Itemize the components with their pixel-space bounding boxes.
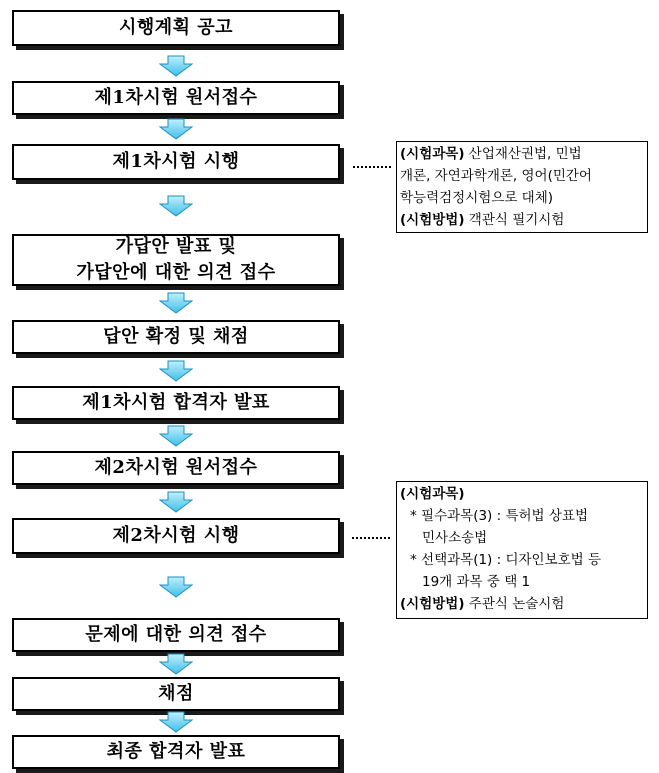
- down-arrow-icon: [159, 425, 193, 447]
- down-arrow-icon: [159, 711, 193, 733]
- first-exam-note: [396, 141, 648, 233]
- note-text: 개론, 자연과학개론, 영어(민간어: [400, 168, 592, 184]
- dotted-connector: [353, 166, 391, 168]
- note-text: 주관식 논술시험: [464, 596, 565, 612]
- step-final-results: [12, 735, 340, 769]
- note-text: * 선택과목(1) : 디자인보호법 등: [410, 552, 602, 568]
- note-text: 산업재산권법, 민법: [464, 146, 582, 162]
- note-text: * 필수과목(3) : 특허법 상표법: [410, 508, 588, 524]
- second-exam-note: [396, 481, 648, 619]
- step-first-exam-results: [12, 386, 340, 420]
- step-label: 문제에 대한 의견 접수: [85, 624, 267, 645]
- down-arrow-icon: [159, 360, 193, 382]
- step-second-exam-application: [12, 451, 340, 485]
- down-arrow-icon: [159, 653, 193, 675]
- down-arrow-icon: [159, 491, 193, 513]
- note-text: 학능력검정시험으로 대체): [400, 190, 554, 206]
- note-label: (시험과목): [400, 146, 465, 162]
- dotted-connector: [352, 537, 390, 539]
- step-label: 답안 확정 및 채점: [103, 326, 249, 347]
- step-label: 제2차시험 시행: [112, 525, 240, 546]
- step-answer-confirm-grading: [12, 320, 340, 354]
- step-label-line2: 가답안에 대한 의견 접수: [76, 262, 276, 283]
- down-arrow-icon: [159, 118, 193, 140]
- step-label: 제1차시험 시행: [112, 151, 240, 172]
- note-text: 19개 과목 중 택 1: [422, 574, 531, 590]
- step-label: 제1차시험 합격자 발표: [82, 392, 270, 413]
- note-label: (시험방법): [400, 596, 465, 612]
- step-first-exam-application: [12, 81, 340, 115]
- step-provisional-answers: [12, 234, 340, 286]
- step-label: 시행계획 공고: [118, 17, 234, 38]
- step-label-line1: 가답안 발표 및: [115, 236, 237, 257]
- note-text: 객관식 필기시험: [464, 212, 565, 228]
- step-first-exam: [12, 144, 340, 180]
- down-arrow-icon: [159, 292, 193, 314]
- step-announce-plan: [12, 10, 340, 46]
- step-grading: [12, 677, 340, 711]
- note-label: (시험과목): [400, 486, 465, 502]
- down-arrow-icon: [159, 55, 193, 77]
- step-label: 최종 합격자 발표: [106, 741, 246, 762]
- down-arrow-icon: [159, 576, 193, 598]
- down-arrow-icon: [159, 195, 193, 217]
- note-label: (시험방법): [400, 212, 465, 228]
- step-second-exam: [12, 518, 340, 554]
- step-label: 제2차시험 원서접수: [94, 457, 258, 478]
- step-label: 채점: [158, 683, 194, 704]
- step-question-feedback: [12, 618, 340, 652]
- step-label: 제1차시험 원서접수: [94, 87, 258, 108]
- note-text: 민사소송법: [422, 530, 488, 546]
